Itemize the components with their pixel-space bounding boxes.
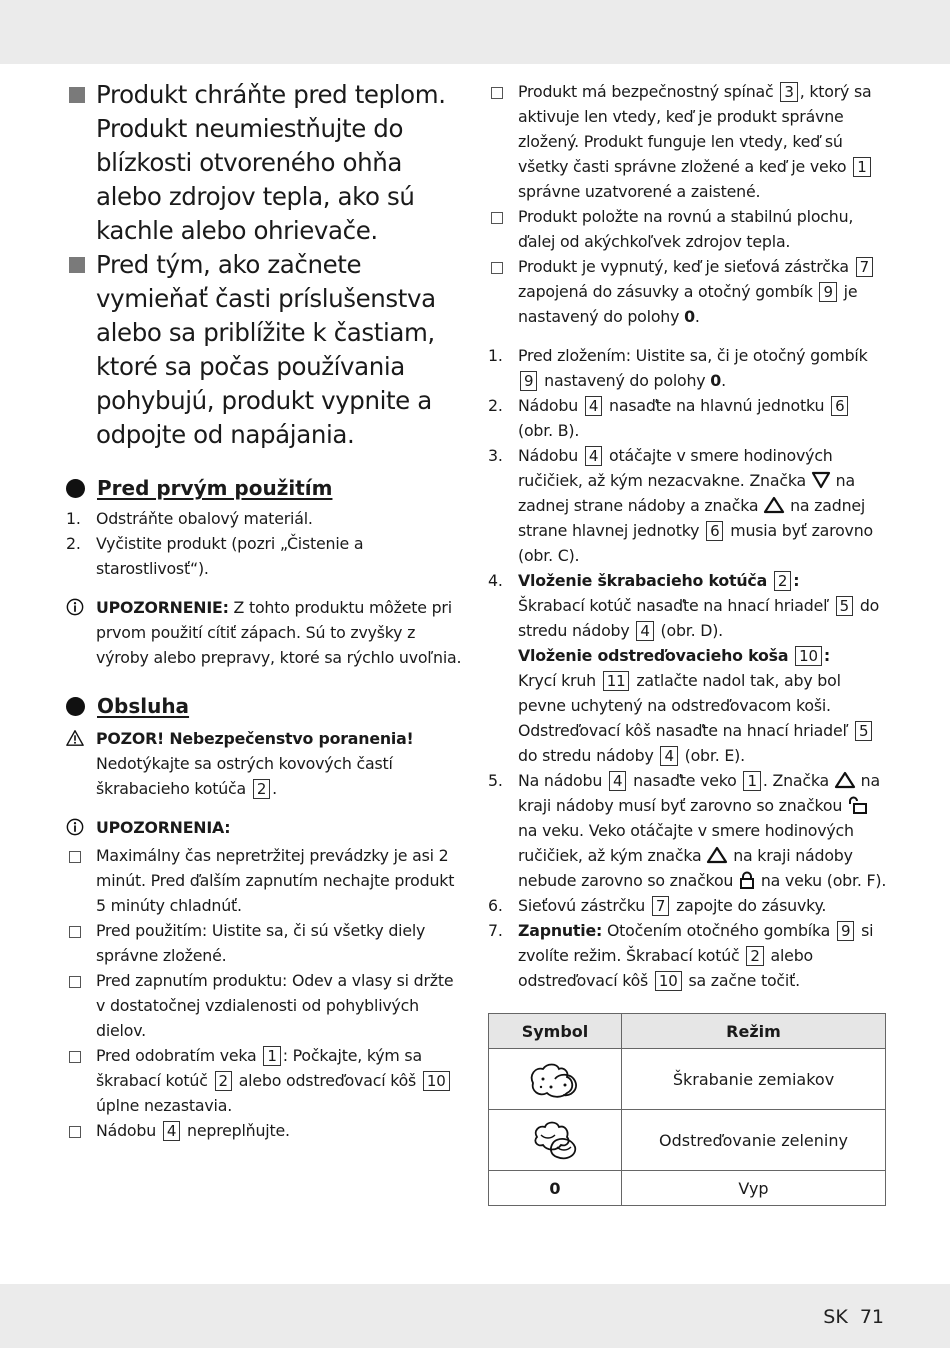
list-item — [66, 968, 466, 1043]
page-number: 71 — [859, 1306, 884, 1328]
text: (obr. D). — [660, 621, 724, 640]
ref-number: 4 — [585, 396, 602, 416]
text: na zadnej strane hlavnej jednotky — [518, 496, 866, 540]
step-3 — [488, 443, 888, 568]
list-item — [66, 1043, 466, 1118]
ref-number: 11 — [603, 671, 630, 691]
table-row — [489, 1049, 886, 1110]
symbol-cell: 0 — [489, 1171, 622, 1206]
position-zero: 0 — [710, 371, 722, 390]
header-symbol: Symbol — [489, 1014, 622, 1049]
checkbox-icon — [69, 1126, 81, 1138]
text: na zadnej strane nádoby a značka — [518, 471, 855, 515]
text: alebo odstreďovací kôš — [238, 1071, 417, 1090]
list-item — [66, 843, 466, 918]
text: nastavený do polohy — [544, 371, 706, 390]
note-first-use — [66, 595, 466, 670]
text: správne uzatvorené a zaistené. — [518, 182, 761, 201]
step-number: 3. — [488, 446, 503, 465]
ref-number: 5 — [855, 721, 872, 741]
table-header-row — [489, 1014, 886, 1049]
list-item — [488, 79, 888, 204]
step-number: 5. — [488, 771, 503, 790]
triangle-up-icon — [706, 846, 728, 864]
text: na veku (obr. F). — [760, 871, 887, 890]
triangle-down-icon — [811, 471, 831, 489]
mode-table — [488, 1013, 886, 1206]
warning-triangle-icon — [66, 729, 84, 747]
text: nasaďte veko — [633, 771, 737, 790]
text: Produkt má bezpečnostný spínač — [518, 82, 774, 101]
header-band — [0, 0, 950, 64]
ref-number: 2 — [746, 946, 763, 966]
text: Sieťovú zástrčku — [518, 896, 646, 915]
position-zero: 0 — [684, 307, 695, 326]
list-text: Maximálny čas nepretržitej prevádzky je asi 2 minút. Pred ďalším zapnutím nechajte produkt 5 minúty chladnúť. — [96, 846, 455, 915]
step-6 — [488, 893, 888, 918]
text: Škrabací kotúč nasaďte na hnací hriadeľ — [518, 596, 829, 615]
list-text: Pred zapnutím produktu: Odev a vlasy si držte v dostatočnej vzdialenosti od pohyblivých dielov. — [96, 971, 454, 1040]
text: Nádobu — [96, 1121, 157, 1140]
punct: : — [823, 646, 830, 665]
text: zapojte do zásuvky. — [676, 896, 827, 915]
list-item — [66, 531, 466, 581]
ref-number: 7 — [856, 257, 873, 277]
mode-cell: Vyp — [622, 1171, 886, 1206]
text: alebo odstreďovací kôš — [518, 946, 813, 990]
triangle-up-icon — [834, 771, 856, 789]
bullet-text: Produkt chráňte pred teplom. Produkt neumiestňujte do blízkosti otvoreného ohňa alebo zdrojov tepla, ako sú kachle alebo ohrievače. — [96, 80, 446, 245]
subheading: Zapnutie: — [518, 921, 603, 940]
unlock-icon — [847, 796, 869, 814]
info-icon — [66, 598, 84, 616]
text: Krycí kruh — [518, 671, 596, 690]
text: Nádobu — [518, 446, 579, 465]
ref-number: 5 — [836, 596, 853, 616]
left-column — [66, 78, 466, 1145]
text: Na nádobu — [518, 771, 603, 790]
text: Otočením otočného gombíka — [602, 921, 831, 940]
mode-cell: Škrabanie zemiakov — [622, 1049, 886, 1110]
ref-number: 6 — [831, 396, 848, 416]
checkbox-icon — [69, 1051, 81, 1063]
step-5 — [488, 768, 888, 893]
square-bullet-icon — [66, 78, 96, 248]
checkbox-icon — [69, 851, 81, 863]
text: Produkt je vypnutý, keď je sieťová zástrčka — [518, 257, 849, 276]
list-number: 1. — [66, 509, 81, 528]
text: otáčajte v smere hodinových ručičiek, až kým nezacvakne. Značka — [518, 446, 833, 490]
text: , ktorý sa aktivuje len vtedy, keď je produkt správne zložený. Produkt funguje len vtedy, keď sú všetky časti správne zložené a keď je veko — [518, 82, 872, 176]
language-code: SK — [823, 1306, 848, 1328]
subheading: Vloženie škrabacieho kotúča — [518, 571, 768, 590]
ref-number: 1 — [743, 771, 760, 791]
text: zapojená do zásuvky a otočný gombík — [518, 282, 813, 301]
text: . Značka — [762, 771, 830, 790]
table-row — [489, 1171, 886, 1206]
list-item — [488, 204, 888, 254]
list-text: Pred použitím: Uistite sa, či sú všetky diely správne zložené. — [96, 921, 426, 965]
warning-text: Nedotýkajte sa ostrých kovových častí škrabacieho kotúča — [96, 754, 393, 798]
ref-number: 9 — [837, 921, 854, 941]
text: sa začne točiť. — [688, 971, 800, 990]
text: zatlačte nadol tak, aby bol pevne uchytený na odstreďovacom koši. Odstreďovací kôš nasaďte na hnací hriadeľ — [518, 671, 849, 740]
ref-number: 1 — [853, 157, 870, 177]
potato-icon — [525, 1057, 585, 1101]
punct: . — [272, 779, 277, 798]
text: nepreplňujte. — [187, 1121, 290, 1140]
text: na kraji nádoby nebude zarovno so značkou — [518, 846, 853, 890]
ref-number: 2 — [253, 779, 270, 799]
step-7 — [488, 918, 888, 993]
ref-number: 4 — [660, 746, 677, 766]
step-number: 2. — [488, 396, 503, 415]
section-heading-operation — [66, 694, 466, 718]
step-number: 6. — [488, 896, 503, 915]
header-mode: Režim — [622, 1014, 886, 1049]
square-bullet-icon — [66, 248, 96, 452]
section-title: Obsluha — [97, 694, 190, 718]
warning-injury — [66, 726, 466, 801]
section-title: Pred prvým použitím — [97, 476, 333, 500]
ref-number: 3 — [780, 82, 797, 102]
lettuce-icon — [527, 1117, 583, 1163]
text: si zvolíte režim. Škrabací kotúč — [518, 921, 874, 965]
table-row — [489, 1110, 886, 1171]
list-item — [66, 506, 466, 531]
list-text: Odstráňte obalový materiál. — [96, 509, 313, 528]
triangle-up-icon — [763, 496, 785, 514]
right-column — [488, 79, 888, 1206]
step-2 — [488, 393, 888, 443]
ref-number: 1 — [263, 1046, 280, 1066]
punct: . — [721, 371, 726, 390]
punct: . — [694, 307, 700, 326]
text: (obr. B). — [518, 421, 580, 440]
symbol-cell — [489, 1049, 622, 1110]
text: do stredu nádoby — [518, 596, 880, 640]
note-label: UPOZORNENIE: — [96, 598, 229, 617]
list-text: Vyčistite produkt (pozri „Čistenie a starostlivosť“). — [96, 534, 364, 578]
ref-number: 9 — [819, 282, 836, 302]
ref-number: 9 — [520, 371, 537, 391]
notes-title: UPOZORNENIA: — [96, 818, 231, 837]
checkbox-icon — [69, 976, 81, 988]
step-4 — [488, 568, 888, 768]
step-1 — [488, 343, 888, 393]
text: do stredu nádoby — [518, 746, 654, 765]
ref-number: 10 — [655, 971, 682, 991]
checkbox-icon — [491, 212, 503, 224]
footer-band — [0, 1284, 950, 1348]
list-item — [66, 1118, 466, 1145]
text: na kraji nádoby musí byť zarovno so značkou — [518, 771, 880, 815]
ref-number: 4 — [163, 1121, 180, 1141]
note-text: Z tohto produktu môžete pri prvom použití cítiť zápach. Sú to zvyšky z výroby alebo prepravy, ktoré sa rýchlo uvoľnia. — [96, 598, 462, 667]
list-number: 2. — [66, 534, 81, 553]
step-number: 7. — [488, 921, 503, 940]
ref-number: 4 — [609, 771, 626, 791]
section-heading-first-use — [66, 476, 466, 500]
safety-bullet-disconnect — [66, 248, 466, 452]
ref-number: 10 — [795, 646, 822, 666]
ref-number: 4 — [636, 621, 653, 641]
text: (obr. E). — [684, 746, 745, 765]
ref-number: 10 — [423, 1071, 450, 1091]
text: Nádobu — [518, 396, 579, 415]
mode-cell: Odstreďovanie zeleniny — [622, 1110, 886, 1171]
list-text: Produkt položte na rovnú a stabilnú plochu, ďalej od akýchkoľvek zdrojov tepla. — [518, 207, 854, 251]
subheading: Vloženie odstreďovacieho koša — [518, 646, 789, 665]
filled-circle-icon — [66, 479, 85, 498]
text: musia byť zarovno (obr. C). — [518, 521, 873, 565]
ref-number: 7 — [652, 896, 669, 916]
text: : Počkajte, kým sa škrabací kotúč — [96, 1046, 422, 1090]
list-item — [488, 254, 888, 329]
punct: : — [793, 571, 800, 590]
ref-number: 4 — [585, 446, 602, 466]
list-item — [66, 918, 466, 968]
text: Pred zložením: Uistite sa, či je otočný gombík — [518, 346, 868, 365]
text: na veku. Veko otáčajte v smere hodinových ručičiek, až kým značka — [518, 821, 854, 865]
text: úplne nezastavia. — [96, 1096, 233, 1115]
notes-header — [66, 815, 466, 843]
text: nasaďte na hlavnú jednotku — [609, 396, 825, 415]
checkbox-icon — [69, 926, 81, 938]
ref-number: 2 — [774, 571, 791, 591]
checkbox-icon — [491, 262, 503, 274]
step-number: 4. — [488, 571, 503, 590]
bullet-text: Pred tým, ako začnete vymieňať časti príslušenstva alebo sa priblížite k častiam, ktoré sa počas používania pohybujú, produkt vypnite a odpojte od napájania. — [96, 250, 436, 449]
text: je nastavený do polohy — [518, 282, 858, 326]
safety-bullet-heat — [66, 78, 466, 248]
text: Pred odobratím veka — [96, 1046, 257, 1065]
step-number: 1. — [488, 346, 503, 365]
lock-icon — [738, 871, 756, 889]
page-footer — [823, 1306, 884, 1328]
checkbox-icon — [491, 87, 503, 99]
filled-circle-icon — [66, 697, 85, 716]
warning-title: POZOR! Nebezpečenstvo poranenia! — [96, 729, 414, 748]
symbol-cell — [489, 1110, 622, 1171]
info-icon — [66, 818, 84, 836]
ref-number: 6 — [706, 521, 723, 541]
ref-number: 2 — [215, 1071, 232, 1091]
